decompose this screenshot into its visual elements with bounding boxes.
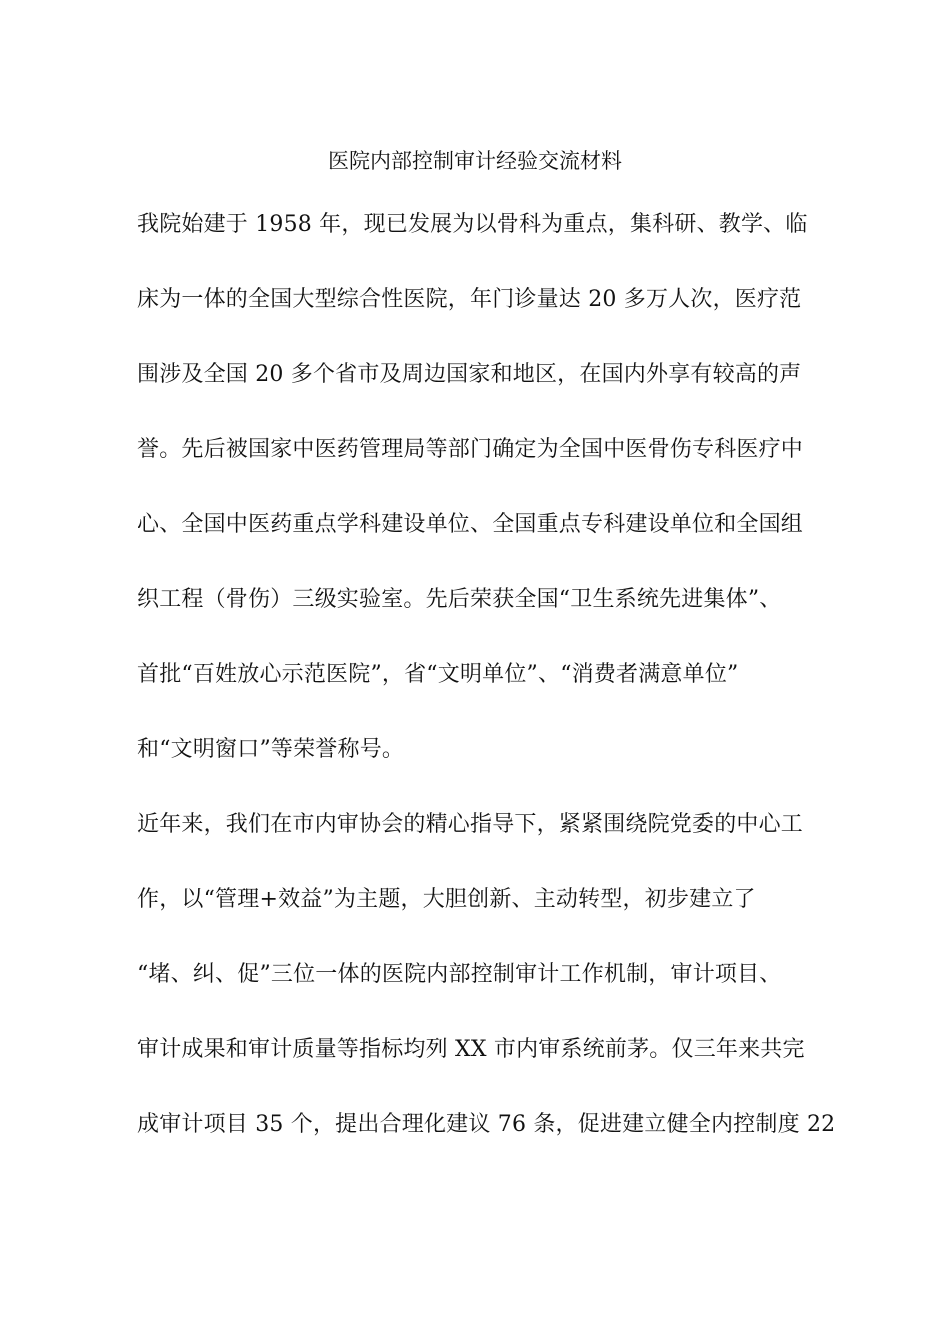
body-line: 围涉及全国 20 多个省市及周边国家和地区，在国内外享有较高的声 bbox=[137, 362, 802, 387]
body-line: 成审计项目 35 个，提出合理化建议 76 条，促进建立健全内控制度 22 bbox=[137, 1112, 836, 1137]
body-line: 作，以“管理+效益”为主题，大胆创新、主动转型，初步建立了 bbox=[137, 887, 756, 912]
body-line: 床为一体的全国大型综合性医院，年门诊量达 20 多万人次，医疗范 bbox=[137, 287, 802, 312]
body-line: 心、全国中医药重点学科建设单位、全国重点专科建设单位和全国组 bbox=[137, 512, 804, 537]
body-line: “堵、纠、促”三位一体的医院内部控制审计工作机制，审计项目、 bbox=[137, 962, 782, 987]
document-title: 医院内部控制审计经验交流材料 bbox=[328, 149, 622, 173]
body-line: 和“文明窗口”等荣誉称号。 bbox=[137, 737, 405, 762]
body-line: 审计成果和审计质量等指标均列 XX 市内审系统前茅。仅三年来共完 bbox=[137, 1037, 805, 1062]
body-line: 近年来，我们在市内审协会的精心指导下，紧紧围绕院党委的中心工 bbox=[137, 812, 804, 837]
body-line: 首批“百姓放心示范医院”，省“文明单位”、“消费者满意单位” bbox=[137, 662, 739, 687]
body-line: 织工程（骨伤）三级实验室。先后荣获全国“卫生系统先进集体”、 bbox=[137, 587, 782, 612]
body-line: 我院始建于 1958 年，现已发展为以骨科为重点，集科研、教学、临 bbox=[137, 212, 808, 237]
body-line: 誉。先后被国家中医药管理局等部门确定为全国中医骨伤专科医疗中 bbox=[137, 437, 804, 462]
